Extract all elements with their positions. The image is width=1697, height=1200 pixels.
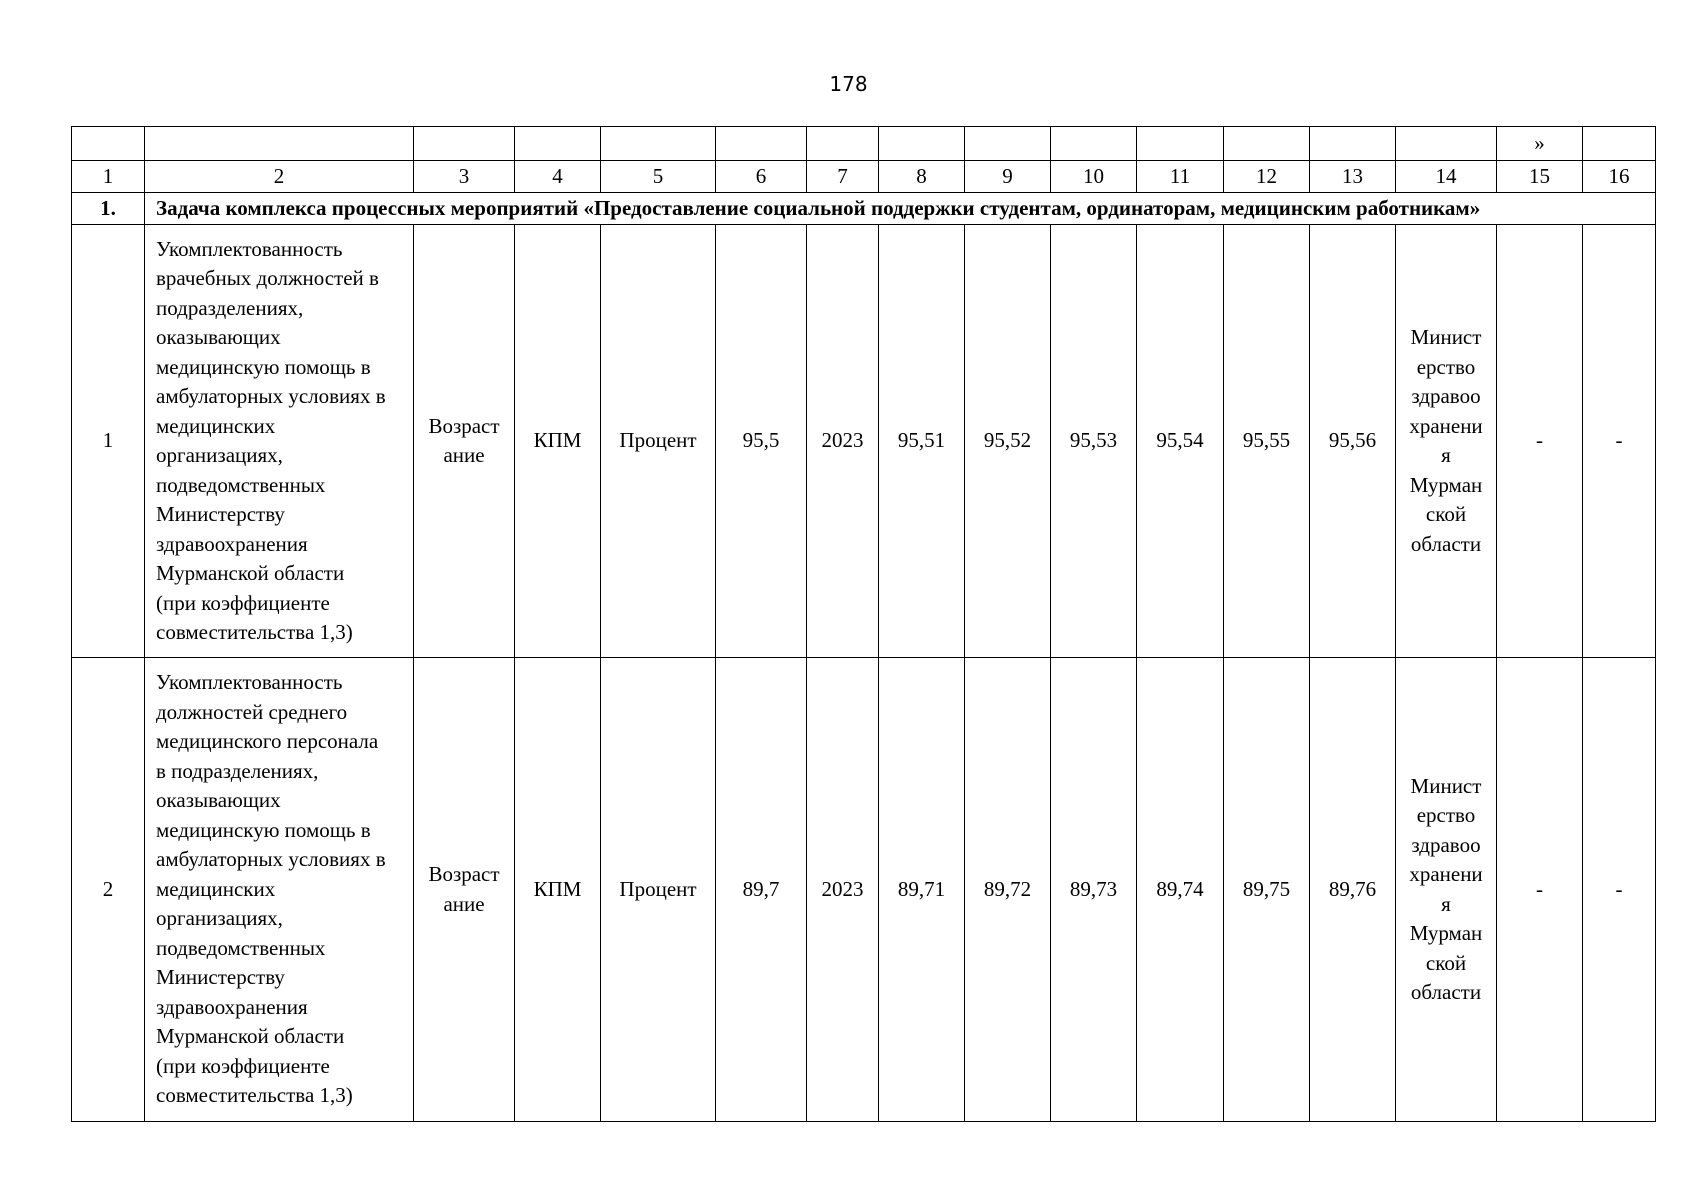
text-line: совместительства 1,3) [156,1083,353,1108]
text-line: Министерству [156,965,285,990]
header-cell [1137,127,1224,161]
unit-cell: Процент [601,658,716,1122]
table-row [72,658,1656,1122]
indicators-table [71,126,1656,1122]
header-cell [72,127,145,161]
value-cell: 95,56 [1310,225,1396,658]
row-number: 2 [72,658,145,1122]
column-number: 3 [414,161,515,193]
value-cell: 89,73 [1051,658,1137,1122]
text-line: хранени [1409,862,1483,886]
column-number: 5 [601,161,716,193]
text-line: Укомплектованность [156,670,343,695]
value-cell: 89,76 [1310,658,1396,1122]
text-line: (при коэффициенте [156,1053,330,1078]
text-line: Возраст [428,413,500,438]
level-cell: КПМ [515,225,601,658]
header-cell [1224,127,1310,161]
text-line: Мурман [1409,472,1483,497]
header-continuation-row [72,127,1656,161]
text-line: оказывающих [156,788,281,813]
column-number: 12 [1224,161,1310,193]
row-number: 1 [72,225,145,658]
column-number: 6 [716,161,807,193]
text-line: Мурманской области [156,561,345,585]
continuation-mark: » [1497,127,1583,161]
column-number: 15 [1497,161,1583,193]
unit-cell: Процент [601,225,716,658]
text-line: Минист [1410,325,1482,349]
text-line: Возраст [428,862,500,886]
header-cell [515,127,601,161]
responsible-cell [1396,225,1497,658]
responsible-cell [1396,658,1497,1122]
column-number: 14 [1396,161,1497,193]
text-line: должностей среднего [156,699,348,724]
header-cell [807,127,879,161]
col15-cell: - [1497,225,1583,658]
column-number: 11 [1137,161,1224,193]
value-cell: 95,52 [965,225,1051,658]
column-number: 9 [965,161,1051,193]
text-line: здравоохранения [156,994,308,1019]
text-line: хранени [1409,413,1483,438]
text-line: ание [443,891,485,916]
column-number: 8 [879,161,965,193]
value-cell: 95,54 [1137,225,1224,658]
text-line: медицинскую помощь в [156,817,371,842]
header-cell [1583,127,1656,161]
text-line: я [1441,891,1451,916]
value-cell: 95,53 [1051,225,1137,658]
header-cell [965,127,1051,161]
text-line: ской [1425,502,1467,526]
header-cell [1310,127,1396,161]
column-number: 7 [807,161,879,193]
text-line: Мурманской области [156,1024,345,1049]
column-number: 1 [72,161,145,193]
column-number: 16 [1583,161,1656,193]
column-number: 2 [145,161,414,193]
header-cell [879,127,965,161]
text-line: организациях, [156,906,283,931]
header-cell [1051,127,1137,161]
header-cell [716,127,807,161]
text-line: медицинского персонала [156,729,379,754]
base-year-cell: 2023 [807,658,879,1122]
text-line: подведомственных [156,472,326,497]
col15-cell: - [1497,658,1583,1122]
task-row [72,193,1656,225]
text-line: врачебных должностей в [156,266,379,290]
direction-cell [414,225,515,658]
text-line: в подразделениях, [156,758,319,783]
header-cell [414,127,515,161]
text-line: области [1410,980,1482,1004]
text-line: области [1410,531,1482,556]
text-line: совместительства 1,3) [156,620,353,644]
value-cell: 89,74 [1137,658,1224,1122]
base-year-cell: 2023 [807,225,879,658]
text-line: подразделениях, [156,295,304,320]
direction-cell [414,658,515,1122]
task-title: Задача комплекса процессных мероприятий «Предоставление социальной поддержки студентам, ординаторам, медицинским работникам» [145,193,1656,225]
value-cell: 89,75 [1224,658,1310,1122]
text-line: ерство [1416,354,1476,379]
text-line: я [1441,443,1451,467]
text-line: здравоохранения [156,531,308,556]
text-line: медицинскую помощь в [156,354,371,379]
text-line: оказывающих [156,325,281,349]
column-number: 10 [1051,161,1137,193]
text-line: Минист [1410,773,1482,798]
base-value-cell: 89,7 [716,658,807,1122]
text-line: ской [1425,950,1467,975]
indicator-name [145,225,414,658]
text-line: Мурман [1409,921,1483,945]
page-number: 178 [829,72,868,96]
header-cell [1396,127,1497,161]
value-cell: 89,71 [879,658,965,1122]
header-cell [145,127,414,161]
value-cell: 95,51 [879,225,965,658]
col16-cell: - [1583,225,1656,658]
text-line: подведомственных [156,935,326,960]
text-line: амбулаторных условиях в [156,847,386,872]
text-line: Министерству [156,502,285,526]
text-line: здравоо [1411,832,1481,857]
text-line: (при коэффициенте [156,590,330,615]
base-value-cell: 95,5 [716,225,807,658]
text-line: ание [443,443,485,467]
header-cell [601,127,716,161]
text-line: здравоо [1411,384,1481,408]
text-line: Укомплектованность [156,236,343,261]
column-number: 4 [515,161,601,193]
text-line: организациях, [156,443,283,467]
text-line: амбулаторных условиях в [156,384,386,408]
text-line: медицинских [156,876,276,901]
level-cell: КПМ [515,658,601,1122]
column-numbers-row [72,161,1656,193]
text-line: ерство [1416,803,1476,827]
value-cell: 95,55 [1224,225,1310,658]
table-row [72,225,1656,658]
column-number: 13 [1310,161,1396,193]
indicator-name [145,658,414,1122]
text-line: медицинских [156,413,276,438]
col16-cell: - [1583,658,1656,1122]
task-number: 1. [72,193,145,225]
value-cell: 89,72 [965,658,1051,1122]
